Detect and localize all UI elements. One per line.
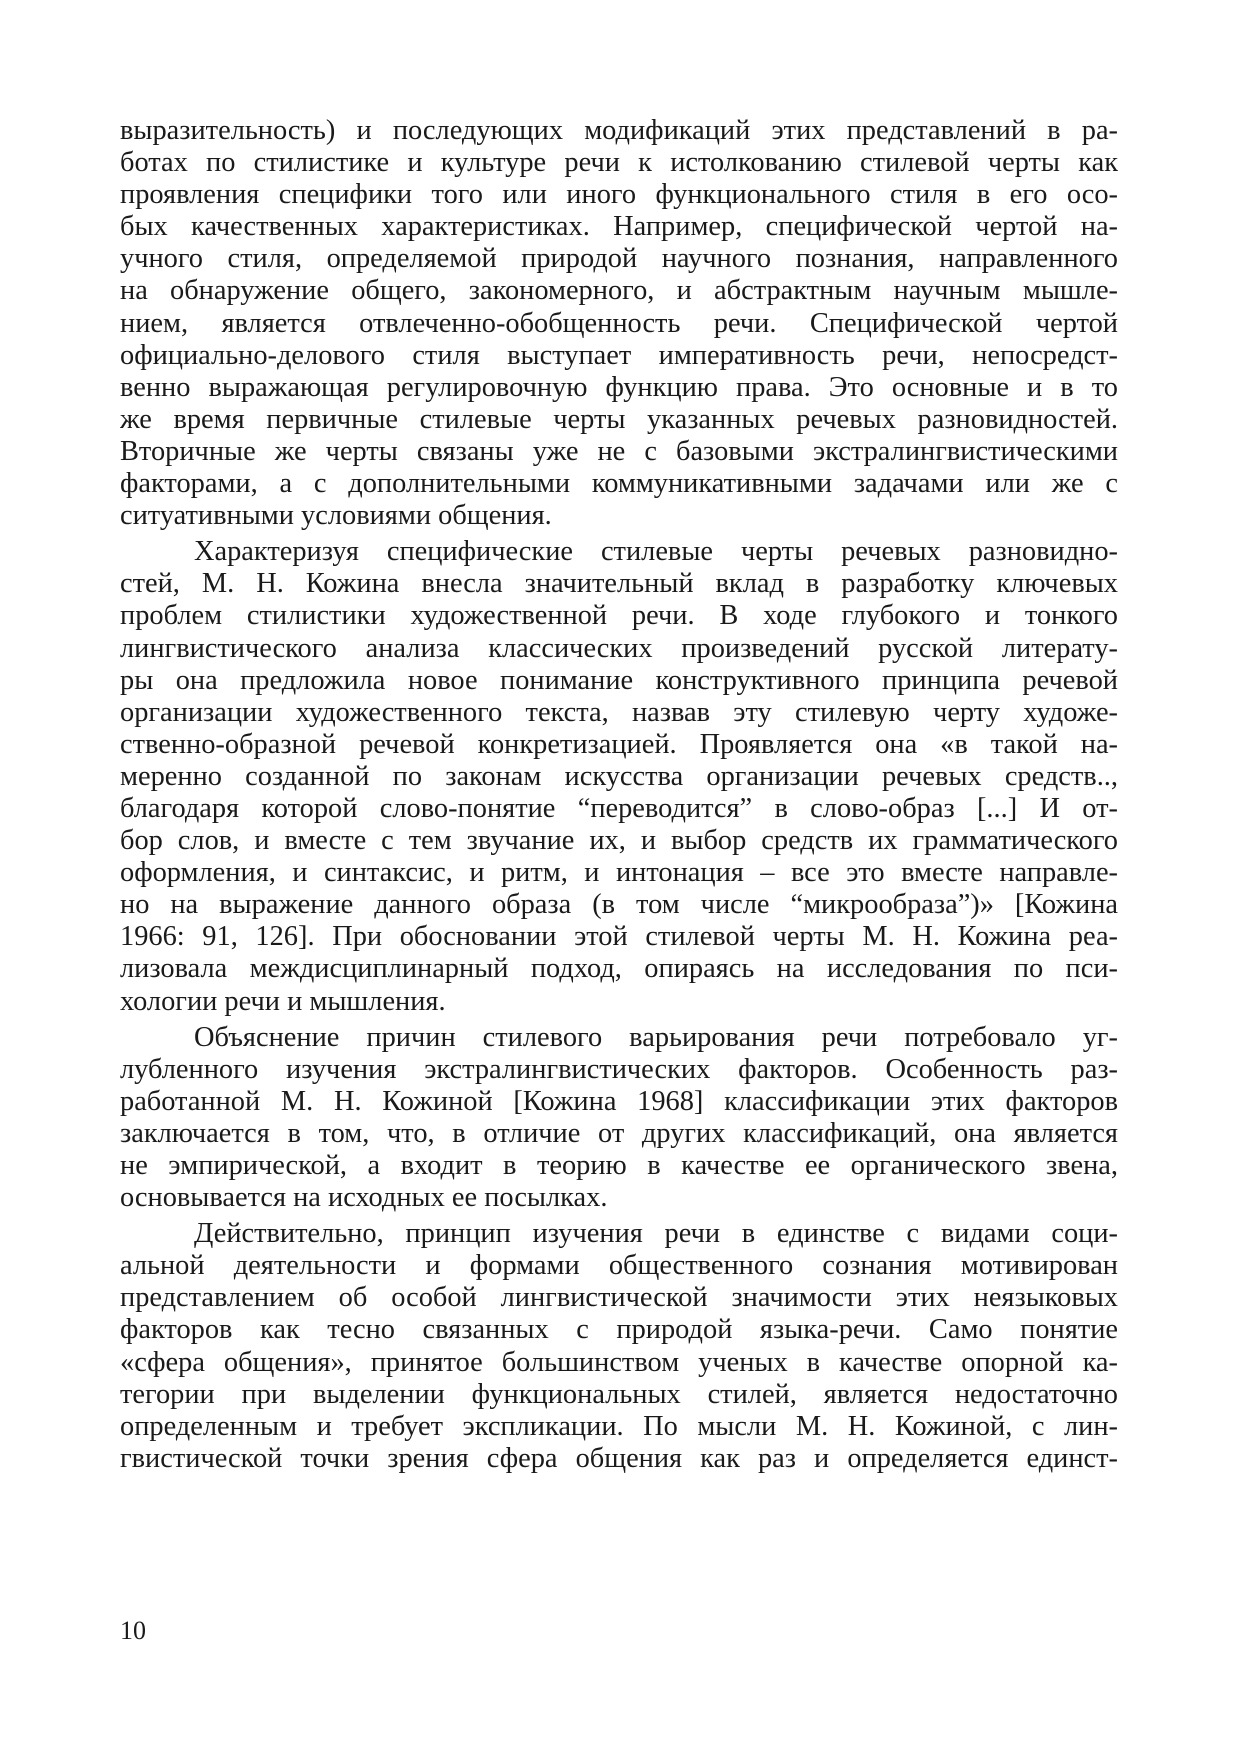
- page-number: 10: [120, 1616, 146, 1645]
- text-line: работанной М. Н. Кожиной [Кожина 1968] классификации этих факторов: [120, 1085, 1118, 1117]
- text-line: лингвистического анализа классических произведений русской литерату-: [120, 632, 1118, 664]
- text-line: не эмпирической, а входит в теорию в качестве ее органического звена,: [120, 1150, 1118, 1181]
- text-line: же время первичные стилевые черты указанных речевых разновидностей.: [120, 403, 1118, 435]
- text-line: благодаря которой слово-понятие “переводится” в слово-образ [...] И от-: [120, 792, 1118, 824]
- text-line: гвистической точки зрения сфера общения как раз и определяется единст-: [120, 1442, 1118, 1474]
- paragraph-3: [120, 1022, 1118, 1215]
- text-line: ственно-образной речевой конкретизацией. Проявляется она «в такой на-: [120, 728, 1118, 760]
- text-line: но на выражение данного образа (в том числе “микрообраза”)» [Кожина: [120, 889, 1118, 921]
- text-line: ботах по стилистике и культуре речи к истолкованию стилевой черты как: [120, 147, 1118, 179]
- text-line: ры она предложила новое понимание конструктивного принципа речевой: [120, 664, 1118, 696]
- text-line: определенным и требует экспликации. По мысли М. Н. Кожиной, с лин-: [120, 1410, 1118, 1442]
- text-line: «сфера общения», принятое большинством ученых в качестве опорной ка-: [120, 1346, 1118, 1378]
- text-line: факторами, а с дополнительными коммуникативными задачами или же с: [120, 468, 1118, 500]
- text-line: ситуативными условиями общения.: [120, 500, 552, 532]
- paragraph-2: [120, 536, 1118, 1017]
- text-line: Действительно, принцип изучения речи в единстве с видами соци-: [194, 1218, 1118, 1250]
- text-line: проявления специфики того или иного функционального стиля в его осо-: [120, 179, 1118, 211]
- text-line: стей, М. Н. Кожина внесла значительный вклад в разработку ключевых: [120, 568, 1118, 600]
- text-line: лубленного изучения экстралингвистических факторов. Особенность раз-: [120, 1053, 1118, 1085]
- text-line: проблем стилистики художественной речи. В ходе глубокого и тонкого: [120, 600, 1118, 632]
- text-line: хологии речи и мышления.: [120, 985, 446, 1017]
- text-line: тегории при выделении функциональных стилей, является недостаточно: [120, 1378, 1118, 1410]
- text-line: Объяснение причин стилевого варьирования речи потребовало уг-: [194, 1021, 1118, 1053]
- text-line: нием, является отвлеченно-обобщенность речи. Специфической чертой: [120, 307, 1118, 339]
- text-line: основывается на исходных ее посылках.: [120, 1182, 608, 1214]
- paragraph-4: [120, 1218, 1118, 1475]
- text-line: 1966: 91, 126]. При обосновании этой стилевой черты М. Н. Кожина реа-: [120, 921, 1118, 953]
- text-line: Характеризуя специфические стилевые черты речевых разновидно-: [194, 536, 1118, 568]
- text-line: альной деятельности и формами общественного сознания мотивирован: [120, 1250, 1118, 1282]
- text-line: лизовала междисциплинарный подход, опираясь на исследования по пси-: [120, 953, 1118, 985]
- text-line: оформления, и синтаксис, и ритм, и интонация – все это вместе направле-: [120, 857, 1118, 889]
- text-line: Вторичные же черты связаны уже не с базовыми экстралингвистическими: [120, 435, 1118, 467]
- text-line: представлением об особой лингвистической значимости этих неязыковых: [120, 1282, 1118, 1314]
- text-line: бор слов, и вместе с тем звучание их, и выбор средств их грамматического: [120, 825, 1118, 857]
- text-line: организации художественного текста, назвав эту стилевую черту художе-: [120, 696, 1118, 728]
- text-line: меренно созданной по законам искусства организации речевых средств..,: [120, 760, 1118, 792]
- text-line: официально-делового стиля выступает императивность речи, непосредст-: [120, 339, 1118, 371]
- text-line: заключается в том, что, в отличие от других классификаций, она является: [120, 1117, 1118, 1149]
- text-line: факторов как тесно связанных с природой языка-речи. Само понятие: [120, 1314, 1118, 1346]
- text-line: на обнаружение общего, закономерного, и абстрактным научным мышле-: [120, 275, 1118, 307]
- page-body: [120, 115, 1118, 1475]
- paragraph-1: [120, 115, 1118, 532]
- text-line: учного стиля, определяемой природой научного познания, направленного: [120, 243, 1118, 275]
- text-line: венно выражающая регулировочную функцию права. Это основные и в то: [120, 371, 1118, 403]
- text-line: бых качественных характеристиках. Например, специфической чертой на-: [120, 211, 1118, 243]
- text-line: выразительность) и последующих модификаций этих представлений в ра-: [120, 115, 1118, 146]
